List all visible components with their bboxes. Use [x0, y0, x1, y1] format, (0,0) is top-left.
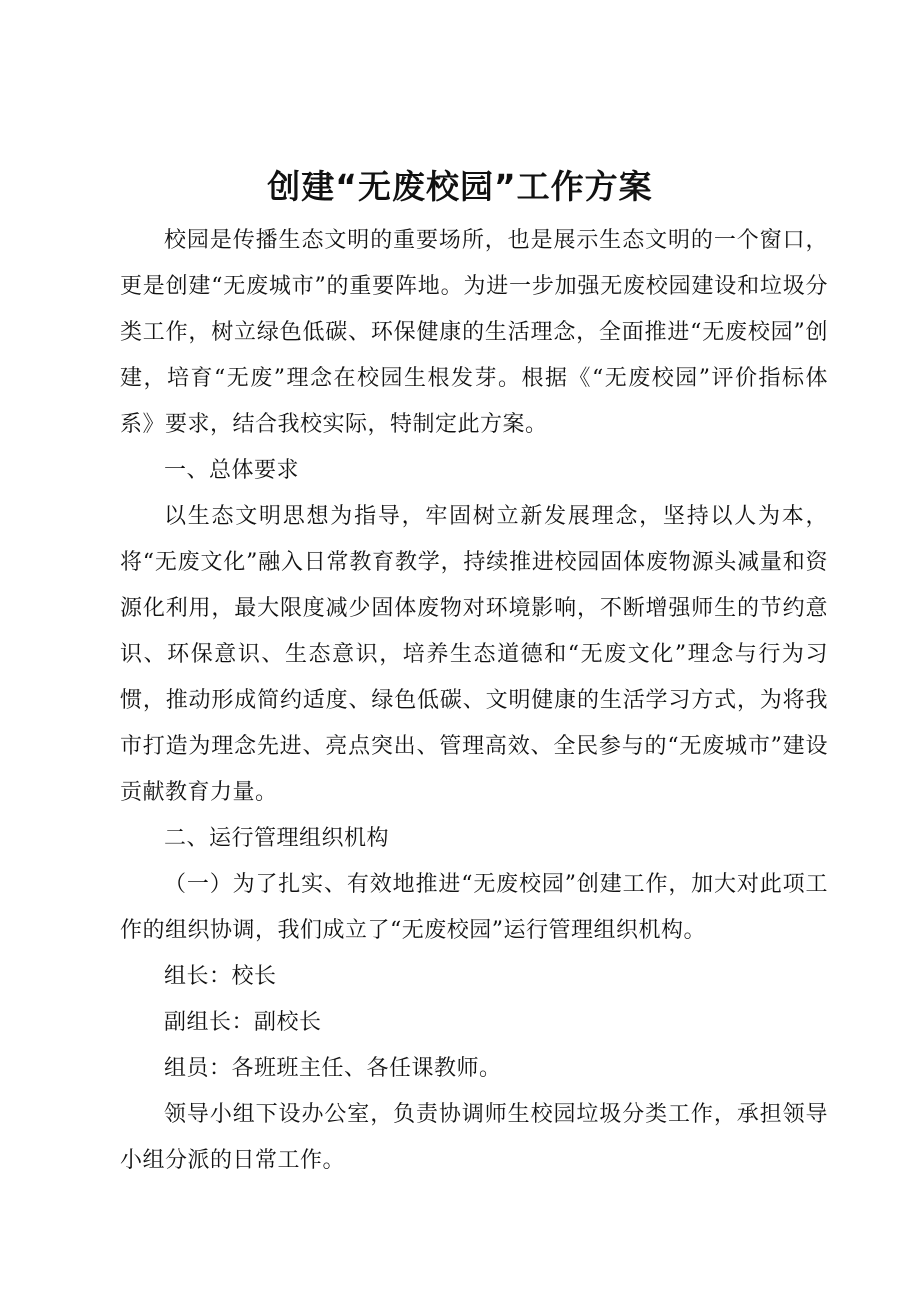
team-leader-line: 组长：校长: [164, 964, 277, 989]
intro-paragraph: 校园是传播生态文明的重要场所，也是展示生态文明的一个窗口，更是创建“无废城市”的重要阵地。为进一步加强无废校园建设和垃圾分类工作，树立绿色低碳、环保健康的生活理念，全面推进“无废校园”创建，培育“无废”理念在校园生根发芽。根据《“无废校园”评价指标体系》要求，结合我校实际，特制定此方案。: [120, 228, 828, 437]
deputy-leader-line: 副组长：副校长: [164, 1010, 322, 1035]
team-members-line: 组员：各班班主任、各任课教师。: [164, 1056, 502, 1081]
section-heading-organization: 二、运行管理组织机构: [164, 826, 390, 851]
document-body: [120, 218, 828, 1184]
section-heading-general-requirements: 一、总体要求: [164, 458, 300, 483]
document-title: 创建“无废校园”工作方案: [267, 167, 653, 206]
organization-paragraph: （一）为了扎实、有效地推进“无废校园”创建工作，加大对此项工作的组织协调，我们成立了“无废校园”运行管理组织机构。: [120, 872, 828, 943]
general-requirements-paragraph: 以生态文明思想为指导，牢固树立新发展理念，坚持以人为本，将“无废文化”融入日常教育教学，持续推进校园固体废物源头减量和资源化利用，最大限度减少固体废物对环境影响，不断增强师生的节约意识、环保意识、生态意识，培养生态道德和“无废文化”理念与行为习惯，推动形成简约适度、绿色低碳、文明健康的生活学习方式，为将我市打造为理念先进、亮点突出、管理高效、全民参与的“无废城市”建设贡献教育力量。: [120, 504, 828, 805]
office-paragraph: 领导小组下设办公室，负责协调师生校园垃圾分类工作，承担领导小组分派的日常工作。: [120, 1102, 828, 1173]
